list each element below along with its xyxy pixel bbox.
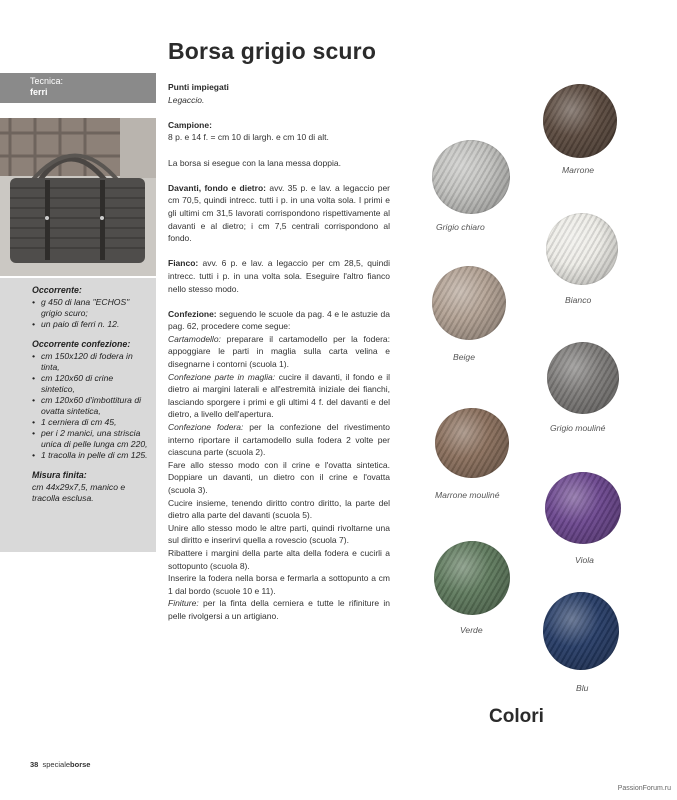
parte-paragraph (168, 371, 390, 421)
list-item: • 1 tracolla in pelle di cm 125. (32, 450, 148, 461)
instructions (168, 81, 390, 623)
parte-label: Confezione parte in maglia: (168, 371, 276, 382)
paragraph: Cucire insieme, tenendo diritto contro diritto, la parte del dietro alla parte del davanti (scuola 5). (168, 497, 390, 521)
intro-text: La borsa si esegue con la lana messa doppia. (168, 157, 341, 168)
yarn-ball-verde (434, 541, 510, 615)
list-item: • per i 2 manici, una striscia unica di pelle lunga cm 220, (32, 428, 148, 450)
confezione-paragraph (168, 308, 390, 333)
cartamodello-label: Cartamodello: (168, 333, 221, 344)
fodera-label: Confezione fodera: (168, 422, 244, 433)
materials-box (0, 278, 156, 552)
punti-text: Legaccio. (168, 94, 205, 105)
yarn-label: Viola (575, 555, 594, 565)
yarn-ball-bianco (546, 213, 618, 285)
list-item: • cm 150x120 di fodera in tinta, (32, 351, 148, 373)
tecnica-label: Tecnica: (30, 76, 64, 86)
yarn-ball-marrone (543, 84, 617, 158)
paragraph: Fare allo stesso modo con il crine e l'ovatta sintetica. Doppiare un davanti, un dietro con il crine e l'ovatta (scuola 3). (168, 459, 390, 495)
colori-title: Colori (489, 706, 544, 727)
yarn-ball-marrone-mouline (435, 408, 509, 478)
list-item: • cm 120x60 d'imbottitura di ovatta sintetica, (32, 395, 148, 417)
yarn-label: Beige (453, 352, 475, 362)
yarn-label: Grigio mouliné (550, 423, 606, 433)
fianco-title: Fianco: (168, 258, 199, 269)
confezione-main-title: Confezione: (168, 308, 217, 319)
paragraph: Inserire la fodera nella borsa e fermarla a sottopunto a cm 1 dal bordo (scuole 10 e 11). (168, 573, 390, 596)
fodera-paragraph (168, 421, 390, 459)
tecnica-box (0, 73, 156, 103)
davanti-text: avv. 35 p. e lav. a legaccio per cm 70,5, quindi intrecc. tutti i p. in una volta sola. I primi e gli ultimi cm 31,5 lavorati corrispondono rispettivamente al davanti e al dietro; i cm 7,5 centrali corrispondono al fondo. (168, 182, 390, 244)
yarn-label: Bianco (565, 295, 592, 305)
confezione-text: seguendo le scuole da pag. 4 e le astuzie da pag. 62, procedere come segue: (168, 308, 390, 332)
davanti-title: Davanti, fondo e dietro: (168, 182, 266, 193)
list-item: • 1 cerniera di cm 45, (32, 417, 148, 428)
bag-photo (0, 118, 156, 276)
watermark: PassionForum.ru (617, 785, 671, 792)
yarn-ball-beige (432, 266, 506, 340)
page-number: 38 (30, 760, 39, 769)
fianco-paragraph (168, 257, 390, 295)
yarn-ball-viola (545, 472, 621, 544)
list-item: • g 450 di lana "ECHOS" grigio scuro; (32, 297, 148, 319)
davanti-paragraph (168, 182, 390, 245)
yarn-label: Verde (460, 625, 483, 635)
misura-text: cm 44x29x7,5, manico e tracolla esclusa. (32, 482, 126, 503)
fianco-text: avv. 6 p. e lav. a legaccio per cm 28,5, quindi intrecc. tutti i p. in una volta sola. Eseguire l'altro fianco nello stesso modo. (168, 258, 390, 294)
confezione-title: Occorrente confezione: (32, 339, 131, 349)
parte-text: cucire il davanti, il fondo e il dietro ai margini laterali e all'estremità iniziale dei fianchi, lasciando sporgere i primi e gli ultimi 4 f. del davanti e del dietro, a livello dell'apertura. (168, 371, 390, 420)
yarn-ball-blu (543, 592, 619, 670)
knitted-bag-image (0, 118, 156, 276)
finiture-paragraph (168, 597, 390, 622)
confezione-list (32, 351, 148, 461)
yarn-ball-grigio-chiaro (432, 140, 510, 214)
brand-bold: borse (70, 760, 91, 769)
finiture-text: per la finta della cerniera e tutte le rifiniture in pelle rivolgersi a un artigiano. (168, 598, 390, 621)
yarn-label: Grigio chiaro (436, 222, 485, 232)
occorrente-title: Occorrente: (32, 285, 82, 295)
misura-title: Misura finita: (32, 470, 87, 480)
fodera-text: per la confezione del rivestimento interno riportare il cartamodello sulla fodera 2 volte per ciascuna parte (scuola 2). (168, 422, 390, 458)
cartamodello-paragraph (168, 333, 390, 371)
finiture-label: Finiture: (168, 598, 199, 609)
yarn-label: Blu (576, 683, 589, 693)
campione-title: Campione: (168, 119, 212, 130)
list-item: • un paio di ferri n. 12. (32, 319, 148, 330)
cartamodello-text: preparare il cartamodello per la fodera: appoggiare le parti in maglia sulla carta velina e disegnarne i contorni (scuola 1). (168, 333, 390, 370)
occorrente-list (32, 297, 148, 330)
paragraph: Ribattere i margini della parte alta della fodera e cucirli a sottopunto (scuola 8). (168, 547, 390, 571)
page-footer (30, 760, 90, 769)
tecnica-value: ferri (30, 87, 48, 97)
list-item: • cm 120x60 di crine sintetico, (32, 373, 148, 395)
page-title: Borsa grigio scuro (168, 38, 377, 64)
brand-light: speciale (42, 760, 71, 769)
yarn-label: Marrone mouliné (435, 490, 500, 500)
punti-title: Punti impiegati (168, 82, 229, 92)
paragraph: Unire allo stesso modo le altre parti, quindi rivoltarne una sul diritto e inserirvi quella a rovescio (scuola 7). (168, 522, 390, 546)
yarn-label: Marrone (562, 165, 594, 175)
campione-text: 8 p. e 14 f. = cm 10 di largh. e cm 10 di alt. (168, 132, 329, 143)
yarn-ball-grigio-mouline (547, 342, 619, 414)
